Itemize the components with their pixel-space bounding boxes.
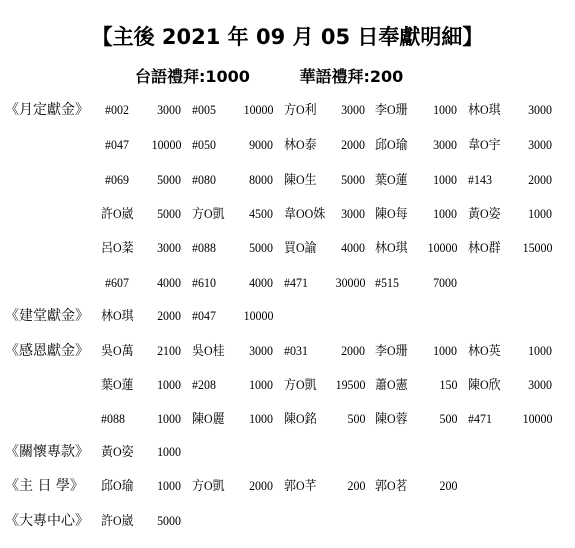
- donor-name: 李O珊: [375, 102, 408, 117]
- donor-name: 韋OO姝: [284, 206, 326, 221]
- offering-amount: 1000: [249, 411, 273, 426]
- offering-row: [0, 204, 575, 224]
- offering-amount: 10000: [427, 240, 457, 255]
- offering-amount: 200: [347, 478, 365, 493]
- donor-name: 陳O生: [284, 172, 317, 187]
- section-label: 《主 日 學》: [5, 478, 84, 494]
- donor-name: 葉O蓮: [375, 172, 408, 187]
- donor-name: 林O琪: [375, 240, 408, 255]
- offering-amount: 1000: [157, 444, 181, 459]
- offering-amount: 2000: [157, 308, 181, 323]
- offering-amount: 5000: [249, 240, 273, 255]
- offering-amount: 10000: [243, 308, 273, 323]
- offering-amount: 5000: [157, 513, 181, 528]
- donor-name: 陳O蓉: [375, 411, 408, 426]
- donor-name: 林O琪: [468, 102, 501, 117]
- offering-amount: 4000: [341, 240, 365, 255]
- offering-amount: 30000: [335, 275, 365, 290]
- donor-name: 郭O茗: [375, 478, 408, 493]
- offering-amount: 3000: [341, 102, 365, 117]
- offering-row: [0, 442, 575, 462]
- offering-amount: 3000: [341, 206, 365, 221]
- offering-row: [0, 273, 575, 293]
- donor-name: #471: [468, 411, 492, 426]
- donor-name: 黃O姿: [101, 444, 134, 459]
- donor-name: 許O崴: [101, 206, 134, 221]
- offering-amount: 1000: [157, 377, 181, 392]
- offering-amount: 1000: [157, 411, 181, 426]
- offering-amount: 150: [439, 377, 457, 392]
- donor-name: #607: [105, 275, 129, 290]
- offering-amount: 3000: [433, 137, 457, 152]
- offering-amount: 3000: [528, 137, 552, 152]
- donor-name: #047: [105, 137, 129, 152]
- offering-amount: 3000: [249, 343, 273, 358]
- offering-amount: 1000: [157, 478, 181, 493]
- offering-amount: 3000: [528, 377, 552, 392]
- donor-name: 吳O桂: [192, 343, 225, 358]
- offering-amount: 19500: [335, 377, 365, 392]
- offering-amount: 8000: [249, 172, 273, 187]
- offering-row: [0, 511, 575, 531]
- offering-amount: 1000: [433, 343, 457, 358]
- donor-name: 買O諭: [284, 240, 317, 255]
- donor-name: 林O英: [468, 343, 501, 358]
- donor-name: 林O琪: [101, 308, 134, 323]
- offering-amount: 4000: [157, 275, 181, 290]
- section-label: 《月定獻金》: [5, 102, 89, 118]
- offering-amount: 7000: [433, 275, 457, 290]
- offering-row: [0, 238, 575, 258]
- donor-name: #002: [105, 102, 129, 117]
- donor-name: 邱O瑜: [101, 478, 134, 493]
- donor-name: 方O凱: [192, 206, 225, 221]
- donor-name: 方O利: [284, 102, 317, 117]
- taiwanese-service-total: 台語禮拜:1000: [135, 67, 250, 86]
- donor-name: #047: [192, 308, 216, 323]
- offering-amount: 5000: [157, 172, 181, 187]
- donor-name: #471: [284, 275, 308, 290]
- mandarin-service-total: 華語禮拜:200: [299, 67, 404, 86]
- donor-name: #515: [375, 275, 399, 290]
- donor-name: #088: [192, 240, 216, 255]
- donor-name: 郭O芊: [284, 478, 317, 493]
- donor-name: 方O凱: [192, 478, 225, 493]
- offering-amount: 500: [347, 411, 365, 426]
- offering-amount: 3000: [157, 102, 181, 117]
- section-label: 《感恩獻金》: [5, 343, 89, 359]
- donor-name: 陳O欣: [468, 377, 501, 392]
- offering-row: [0, 170, 575, 190]
- donor-name: 方O凱: [284, 377, 317, 392]
- offering-row: [0, 409, 575, 429]
- donor-name: #143: [468, 172, 492, 187]
- offering-row: [0, 476, 575, 496]
- section-label: 《關懷專款》: [5, 444, 89, 460]
- offering-amount: 15000: [522, 240, 552, 255]
- offering-row: [0, 100, 575, 120]
- offering-amount: 2000: [528, 172, 552, 187]
- donor-name: 蕭O憲: [375, 377, 408, 392]
- offering-amount: 3000: [157, 240, 181, 255]
- offering-amount: 4000: [249, 275, 273, 290]
- offering-row: [0, 135, 575, 155]
- donor-name: 韋O宇: [468, 137, 501, 152]
- offering-row: [0, 375, 575, 395]
- donor-name: #005: [192, 102, 216, 117]
- donor-name: 陳O每: [375, 206, 408, 221]
- donor-name: 陳O銘: [284, 411, 317, 426]
- donor-name: #080: [192, 172, 216, 187]
- donor-name: 陳O麗: [192, 411, 225, 426]
- page-title: 【主後 2021 年 09 月 05 日奉獻明細】: [91, 25, 484, 49]
- section-label: 《建堂獻金》: [5, 308, 89, 324]
- donor-name: 吳O萬: [101, 343, 134, 358]
- offering-amount: 1000: [528, 206, 552, 221]
- offering-row: [0, 341, 575, 361]
- donor-name: #050: [192, 137, 216, 152]
- offering-amount: 5000: [157, 206, 181, 221]
- offering-amount: 10000: [522, 411, 552, 426]
- offering-amount: 200: [439, 478, 457, 493]
- offering-amount: 1000: [433, 102, 457, 117]
- offering-amount: 4500: [249, 206, 273, 221]
- donor-name: #088: [101, 411, 125, 426]
- offering-amount: 5000: [341, 172, 365, 187]
- donor-name: #069: [105, 172, 129, 187]
- donor-name: 邱O瑜: [375, 137, 408, 152]
- donor-name: 林O群: [468, 240, 501, 255]
- donor-name: #610: [192, 275, 216, 290]
- section-label: 《大專中心》: [5, 513, 89, 529]
- donor-name: 林O泰: [284, 137, 317, 152]
- offering-amount: 10000: [151, 137, 181, 152]
- donor-name: #208: [192, 377, 216, 392]
- offering-row: [0, 306, 575, 326]
- donor-name: 許O崴: [101, 513, 134, 528]
- donor-name: 葉O蓮: [101, 377, 134, 392]
- offering-amount: 3000: [528, 102, 552, 117]
- offering-amount: 1000: [433, 206, 457, 221]
- offering-amount: 2100: [157, 343, 181, 358]
- offering-amount: 9000: [249, 137, 273, 152]
- offering-amount: 1000: [433, 172, 457, 187]
- offering-amount: 500: [439, 411, 457, 426]
- donor-name: 李O珊: [375, 343, 408, 358]
- service-summary: [135, 66, 403, 88]
- offering-amount: 2000: [341, 137, 365, 152]
- offering-amount: 1000: [528, 343, 552, 358]
- offering-amount: 1000: [249, 377, 273, 392]
- offering-amount: 2000: [249, 478, 273, 493]
- donor-name: #031: [284, 343, 308, 358]
- donor-name: 呂O棻: [101, 240, 134, 255]
- donor-name: 黃O姿: [468, 206, 501, 221]
- offering-amount: 2000: [341, 343, 365, 358]
- offering-amount: 10000: [243, 102, 273, 117]
